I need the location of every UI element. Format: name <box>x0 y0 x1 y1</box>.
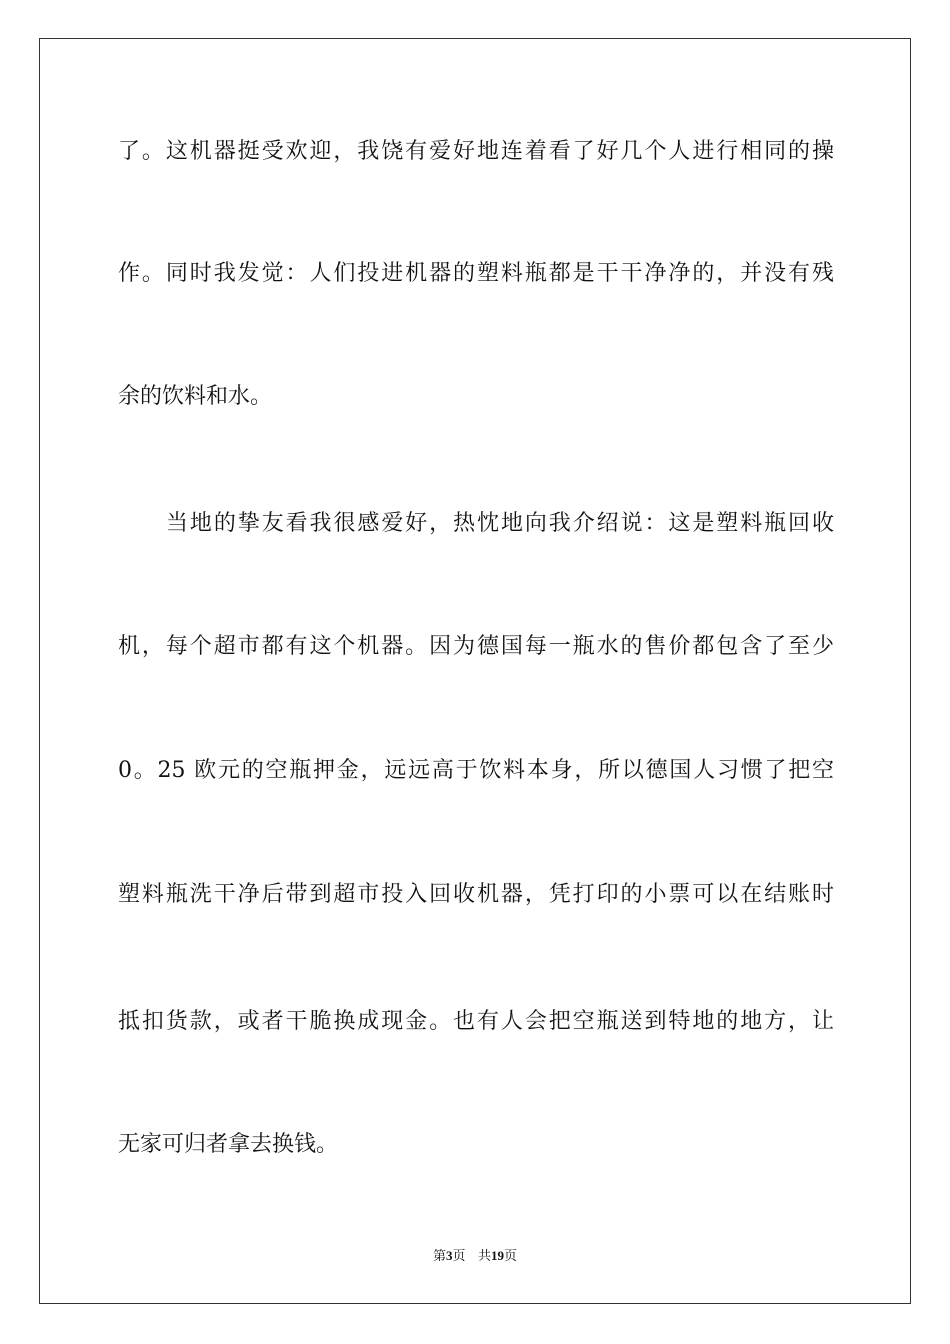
body-line-5: 机，每个超市都有这个机器。因为德国每一瓶水的售价都包含了至少 <box>118 634 834 659</box>
footer-total-pages: 19 <box>490 1248 504 1263</box>
footer-page-suffix: 页 <box>452 1249 466 1264</box>
footer-total-prefix: 共 <box>477 1249 491 1264</box>
footer-page-number: 3 <box>446 1248 453 1263</box>
body-line-2: 作。同时我发觉：人们投进机器的塑料瓶都是干干净净的，并没有残 <box>118 261 834 286</box>
body-line-1: 了。这机器挺受欢迎，我饶有爱好地连着看了好几个人进行相同的操 <box>118 139 834 164</box>
body-line-4: 当地的挚友看我很感爱好，热忱地向我介绍说：这是塑料瓶回收 <box>166 511 834 536</box>
page-footer <box>0 1247 950 1266</box>
footer-page-prefix: 第 <box>433 1249 447 1264</box>
body-line-9: 无家可归者拿去换钱。 <box>118 1132 339 1157</box>
footer-total-suffix: 页 <box>503 1249 517 1264</box>
body-line-7: 塑料瓶洗干净后带到超市投入回收机器，凭打印的小票可以在结账时 <box>118 882 834 907</box>
body-line-3: 余的饮料和水。 <box>118 384 273 409</box>
page-border <box>39 38 911 1304</box>
body-line-6: 0。25 欧元的空瓶押金，远远高于饮料本身，所以德国人习惯了把空 <box>118 758 834 783</box>
body-line-8: 抵扣货款，或者干脆换成现金。也有人会把空瓶送到特地的地方，让 <box>118 1009 834 1034</box>
